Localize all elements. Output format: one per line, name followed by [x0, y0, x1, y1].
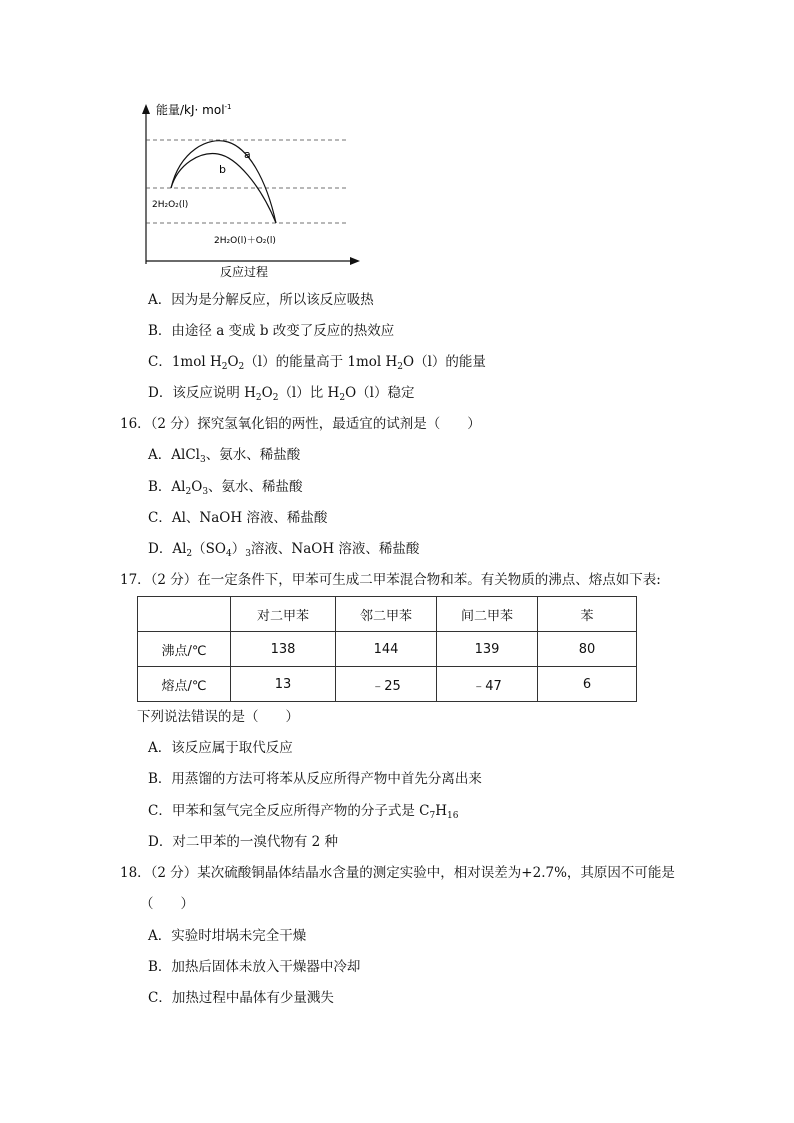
table-cell: ﹣25 — [336, 667, 437, 702]
table-cell: 熔点/℃ — [138, 667, 231, 702]
q17-option-c: C．甲苯和氢气完全反应所得产物的分子式是 $C_7H_{16}$ — [148, 803, 459, 821]
q17-follow: 下列说法错误的是（ ） — [137, 709, 299, 725]
curve-a — [171, 141, 276, 223]
table-header-cell: 邻二甲苯 — [336, 597, 437, 632]
q15-option-b: B．由途径 a 变成 b 改变了反应的热效应 — [148, 323, 395, 339]
table-cell: 80 — [538, 632, 637, 667]
table-header-cell — [138, 597, 231, 632]
table-cell: 139 — [437, 632, 538, 667]
q16-option-a: A．AlCl$_3$、氨水、稀盐酸 — [148, 447, 301, 465]
q18-option-c: C．加热过程中晶体有少量溅失 — [148, 990, 334, 1006]
table-cell: 144 — [336, 632, 437, 667]
q17-option-d: D．对二甲苯的一溴代物有 2 种 — [148, 834, 338, 850]
table-header-cell: 对二甲苯 — [231, 597, 336, 632]
table-cell: 6 — [538, 667, 637, 702]
q15-option-c: C．1mol $H_2O_2(l)$的能量高于 1mol $H_2O(l)$的能量 — [148, 354, 486, 372]
y-axis-arrow — [142, 104, 150, 114]
x-axis-arrow — [350, 257, 360, 265]
table-cell: 13 — [231, 667, 336, 702]
q18-stem: 18．（2 分）某次硫酸铜晶体结晶水含量的测定实验中，相对误差为+2.7%，其原因不可能是 — [120, 865, 675, 881]
x-axis-label: 反应过程 — [220, 265, 269, 279]
table-header-cell: 苯 — [538, 597, 637, 632]
q16-option-b: B．$Al_2O_3$、氨水、稀盐酸 — [148, 479, 303, 497]
q17-option-a: A．该反应属于取代反应 — [148, 740, 293, 756]
table-cell: ﹣47 — [437, 667, 538, 702]
table-header-cell: 间二甲苯 — [437, 597, 538, 632]
q18-option-a: A．实验时坩埚未完全干燥 — [148, 928, 307, 944]
q17-stem: 17．（2 分）在一定条件下，甲苯可生成二甲苯混合物和苯。有关物质的沸点、熔点如下表: — [120, 572, 661, 588]
table-cell: 沸点/℃ — [138, 632, 231, 667]
product-label: 2H₂O(l)＋O₂(l) — [214, 236, 276, 246]
q15-option-d: D．该反应说明 $H_2O_2(l)$比 $H_2O(l)$稳定 — [148, 385, 415, 403]
table-row — [138, 632, 637, 667]
curve-b-label: b — [219, 163, 226, 176]
table-row — [138, 667, 637, 702]
reactant-label: 2H₂O₂(l) — [152, 200, 189, 210]
y-axis-label: 能量/kJ· mol$^{-1}$ — [156, 103, 232, 117]
q15-option-a: A．因为是分解反应，所以该反应吸热 — [148, 292, 374, 308]
energy-diagram — [118, 96, 408, 286]
table-cell: 138 — [231, 632, 336, 667]
curve-a-label: a — [244, 148, 251, 161]
q18-stem-bracket: （ ） — [140, 896, 194, 912]
q16-option-c: C．Al、NaOH 溶液、稀盐酸 — [148, 510, 328, 526]
q18-option-b: B．加热后固体未放入干燥器中冷却 — [148, 959, 361, 975]
q17-option-b: B．用蒸馏的方法可将苯从反应所得产物中首先分离出来 — [148, 771, 482, 787]
q16-stem: 16．（2 分）探究氢氧化铝的两性，最适宜的试剂是（ ） — [120, 416, 481, 432]
table-header-row — [138, 597, 637, 632]
q16-option-d: D．$Al_2(SO_4)_3$溶液、NaOH 溶液、稀盐酸 — [148, 541, 420, 559]
boiling-melting-table — [137, 596, 637, 702]
